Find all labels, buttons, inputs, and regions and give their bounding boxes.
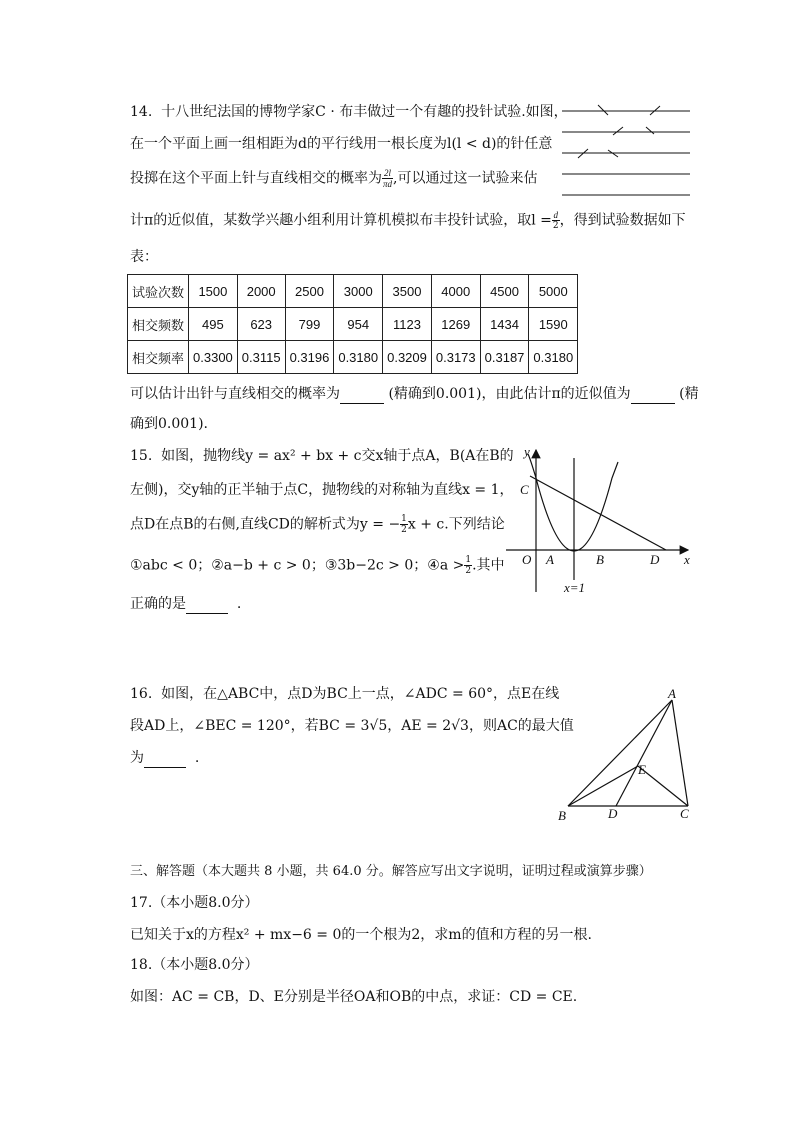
frac-den: 2 [401,525,407,535]
table-row [128,275,578,308]
point-c-label: C [520,482,529,497]
q14-line1-text: 十八世纪法国的博物学家C · 布丰做过一个有趣的投针试验.如图， [161,104,568,120]
q14-after1-b: (精确到0.001)，由此估计π的近似值为 [388,386,631,402]
table-cell: 3000 [334,275,383,308]
table-cell: 799 [285,308,334,341]
q16-line3-pre: 为 [130,750,144,766]
table-cell: 2000 [237,275,285,308]
point-a-label: A [668,686,676,701]
table-cell: 1590 [529,308,578,341]
q14-data-table [127,274,578,374]
q16-line1 [130,684,559,704]
q14-fraction-d-over-2 [552,210,560,231]
symmetry-axis-label: x=1 [564,580,586,595]
q14-number: 14. [130,104,153,120]
frac-den: πd [383,179,393,189]
q14-fraction-2l-over-pid [382,168,393,189]
q15-line3-post: x + c.下列结论 [407,516,505,533]
q14-after-line1 [130,384,699,404]
point-b-label: B [558,808,566,823]
point-a-label: A [546,552,554,567]
q17-body: 已知关于x的方程x² + mx−6 = 0的一个根为2，求m的值和方程的另一根. [130,927,593,943]
triangle-figure [556,686,696,824]
table-cell: 相交频率 [128,341,189,374]
line-cd [530,476,666,550]
q14-after-line2: 确到0.001). [130,416,208,432]
point-b-label: B [596,552,604,567]
parabola-curve [536,462,618,551]
table-cell: 623 [237,308,285,341]
table-cell: 试验次数 [128,275,189,308]
segment-ac [672,700,688,806]
needle [613,127,623,135]
q15-line5 [130,594,241,614]
q16-number: 16. [130,686,153,702]
table-cell: 3500 [383,275,432,308]
q14-line4-pre: 计π的近似值，某数学兴趣小组利用计算机模拟布丰投针试验，取l = [130,212,552,229]
table-row [128,308,578,341]
point-d-label: D [608,806,618,821]
y-axis-label: y [524,444,530,459]
table-cell: 5000 [529,275,578,308]
q15-line5-post: . [236,596,242,612]
table-cell: 1269 [431,308,480,341]
q15-line2: 左侧)，交y轴的正半轴于点C，抛物线的对称轴为直线x = 1， [130,482,514,498]
answer-blank[interactable] [144,753,186,768]
q15-line3-pre: 点D在点B的右侧,直线CD的解析式为y = − [130,516,401,533]
q16-line2: 段AD上，∠BEC = 120°，若BC = 3√5，AE = 2√3，则AC的最大值 [130,718,574,734]
table-cell: 495 [189,308,238,341]
q15-fraction-1-over-2 [400,514,408,535]
table-cell: 0.3115 [237,341,285,374]
q15-line1 [130,446,514,466]
table-cell: 0.3173 [431,341,480,374]
table-cell: 1500 [189,275,238,308]
buffon-needle-figure [558,100,694,204]
q14-line1 [130,102,568,122]
q15-line3 [130,514,505,535]
q16-line3-post: . [194,750,200,766]
frac-den: 2 [465,566,472,576]
table-cell: 相交频数 [128,308,189,341]
point-d-label: D [650,552,660,567]
parabola-figure [500,444,694,596]
point-e-label: E [638,762,646,777]
q14-after1-c: (精 [679,386,699,402]
frac-num: 1 [401,514,407,524]
q15-line5-pre: 正确的是 [130,596,186,612]
table-cell: 0.3180 [334,341,383,374]
q17-header: 17.（本小题8.0分） [130,895,259,911]
segment-ba [568,700,672,806]
needle [646,127,654,134]
table-cell: 4500 [480,275,529,308]
q14-line3 [130,168,537,189]
q18-body: 如图：AC = CB，D、E分别是半径OA和OB的中点，求证：CD = CE. [130,989,578,1005]
segment-ad [616,700,672,806]
table-row [128,341,578,374]
q15-line4-pre: ①abc < 0；②a−b + c > 0；③3b−2c > 0；④a > [130,557,465,574]
x-axis-label: x [684,552,690,567]
table-cell: 0.3187 [480,341,529,374]
origin-label: O [522,552,532,567]
q16-line1-text: 如图，在△ABC中，点D为BC上一点，∠ADC = 60°，点E在线 [161,686,560,702]
point-c-label: C [680,806,689,821]
table-cell: 0.3209 [383,341,432,374]
q16-line3 [130,748,199,768]
q15-line1-text: 如图，抛物线y = ax² + bx + c交x轴于点A，B(A在B的 [161,448,514,464]
frac-num: d [553,210,558,220]
q14-line2: 在一个平面上画一组相距为d的平行线用一根长度为l(l < d)的针任意 [130,136,553,152]
q14-line4 [130,210,686,231]
table-cell: 0.3180 [529,341,578,374]
answer-blank[interactable] [340,389,384,404]
q14-line3-post: ,可以通过这一试验来估 [393,170,538,187]
q14-line3-pre: 投掷在这个平面上针与直线相交的概率为 [130,170,382,187]
table-cell: 4000 [431,275,480,308]
needle [598,105,608,115]
table-cell: 0.3196 [285,341,334,374]
frac-num: 2l [384,168,392,178]
table-cell: 2500 [285,275,334,308]
table-cell: 1123 [383,308,432,341]
frac-num: 1 [465,555,472,565]
q15-fraction-1-over-2b [464,555,472,576]
section-3-header: 三、解答题（本大题共 8 小题，共 64.0 分。解答应写出文字说明，证明过程或演算步骤） [130,864,652,879]
segment-be [568,766,638,806]
table-cell: 0.3300 [189,341,238,374]
q15-line4 [130,555,505,576]
frac-den: 2 [552,221,559,231]
q14-after1-a: 可以估计出针与直线相交的概率为 [130,386,340,402]
q18-header: 18.（本小题8.0分） [130,957,259,973]
q15-line4-post: .其中 [472,557,505,574]
table-cell: 954 [334,308,383,341]
table-cell: 1434 [480,308,529,341]
answer-blank[interactable] [186,599,228,614]
q15-number: 15. [130,448,153,464]
q14-line5: 表： [130,249,158,265]
q14-line4-post: ，得到试验数据如下 [559,212,686,229]
answer-blank[interactable] [631,389,675,404]
